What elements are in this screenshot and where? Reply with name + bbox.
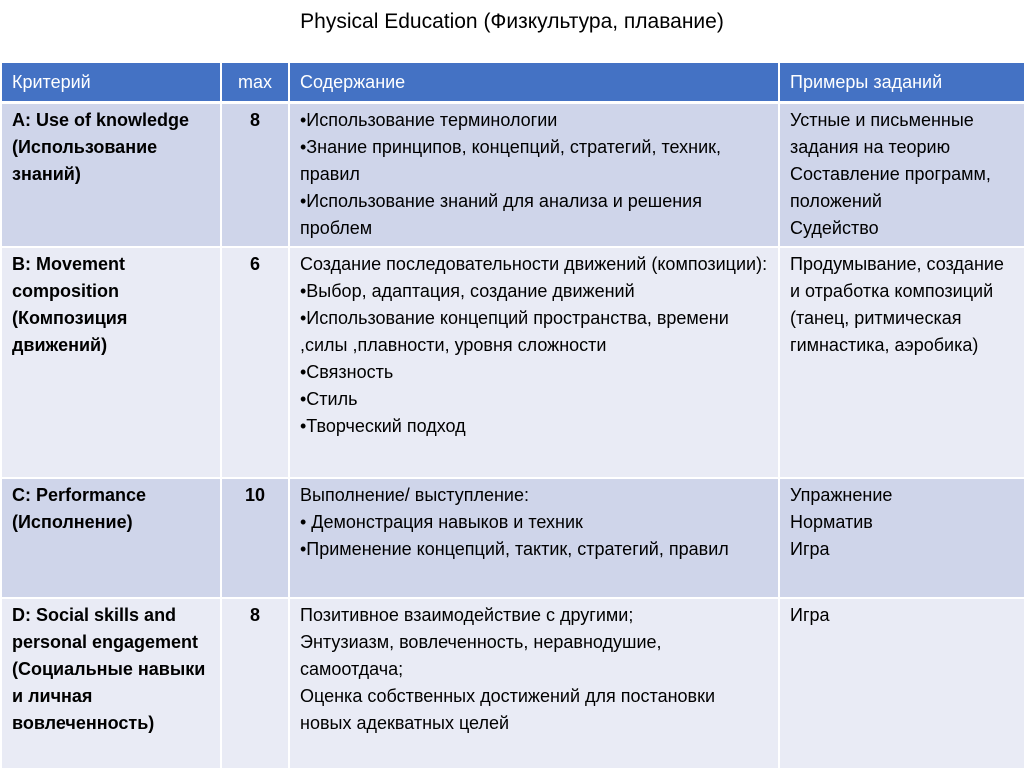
max-score: 6 <box>221 247 289 478</box>
example-item: Норматив <box>790 512 873 532</box>
content-cell <box>289 247 779 478</box>
criterion-line: B: Movement composition <box>12 254 126 301</box>
example-item: Судейство <box>790 218 879 238</box>
criteria-table <box>0 61 1024 768</box>
header-content: Содержание <box>289 62 779 103</box>
content-cell <box>289 598 779 768</box>
max-score: 8 <box>221 598 289 768</box>
content-item: •Использование знаний для анализа и решения проблем <box>300 191 702 238</box>
table-row <box>1 598 1024 768</box>
example-item: Продумывание, создание и отработка композиций (танец, ритмическая гимнастика, аэробика) <box>790 254 1004 355</box>
criterion-cell <box>1 103 221 248</box>
page-title: Physical Education (Физкультура, плавание) <box>300 10 724 33</box>
content-item: •Стиль <box>300 389 358 409</box>
example-item: Игра <box>790 605 830 625</box>
criterion-cell <box>1 598 221 768</box>
content-item: Энтузиазм, вовлеченность, неравнодушие, самоотдача; <box>300 632 662 679</box>
content-cell <box>289 478 779 598</box>
header-examples: Примеры заданий <box>779 62 1024 103</box>
content-item: •Творческий подход <box>300 416 466 436</box>
max-score: 8 <box>221 103 289 248</box>
example-item: Составление программ, положений <box>790 164 991 211</box>
examples-cell <box>779 478 1024 598</box>
table-row <box>1 247 1024 478</box>
table-header-row <box>1 62 1024 103</box>
header-max: max <box>221 62 289 103</box>
examples-cell <box>779 247 1024 478</box>
max-score: 10 <box>221 478 289 598</box>
table-row <box>1 478 1024 598</box>
content-item: Позитивное взаимодействие с другими; <box>300 605 634 625</box>
content-item: •Знание принципов, концепций, стратегий, техник, правил <box>300 137 722 184</box>
content-item: Выполнение/ выступление: <box>300 485 529 505</box>
criterion-line: (Исполнение) <box>12 512 133 532</box>
examples-cell <box>779 103 1024 248</box>
content-item: •Выбор, адаптация, создание движений <box>300 281 635 301</box>
example-item: Упражнение <box>790 485 893 505</box>
content-item: Создание последовательности движений (композиции): <box>300 254 768 274</box>
content-item: •Использование концепций пространства, времени ,силы ,плавности, уровня сложности <box>300 308 729 355</box>
criterion-line: знаний) <box>12 164 81 184</box>
example-item: Игра <box>790 539 830 559</box>
header-criterion: Критерий <box>1 62 221 103</box>
examples-cell <box>779 598 1024 768</box>
criterion-line: C: Performance <box>12 485 147 505</box>
criterion-cell <box>1 478 221 598</box>
example-item: Устные и письменные задания на теорию <box>790 110 974 157</box>
content-cell <box>289 103 779 248</box>
criterion-line: A: Use of knowledge <box>12 110 190 130</box>
content-item: •Использование терминологии <box>300 110 558 130</box>
content-item: •Применение концепций, тактик, стратегий, правил <box>300 539 729 559</box>
content-item: • Демонстрация навыков и техник <box>300 512 583 532</box>
criterion-line: D: Social skills and personal engagement <box>12 605 199 652</box>
content-item: •Связность <box>300 362 394 382</box>
criterion-cell <box>1 247 221 478</box>
criterion-line: (Использование <box>12 137 158 157</box>
table-row <box>1 103 1024 248</box>
criterion-line: (Композиция движений) <box>12 308 128 355</box>
criterion-line: (Социальные навыки и личная вовлеченность) <box>12 659 206 733</box>
content-item: Оценка собственных достижений для постановки новых адекватных целей <box>300 686 716 733</box>
